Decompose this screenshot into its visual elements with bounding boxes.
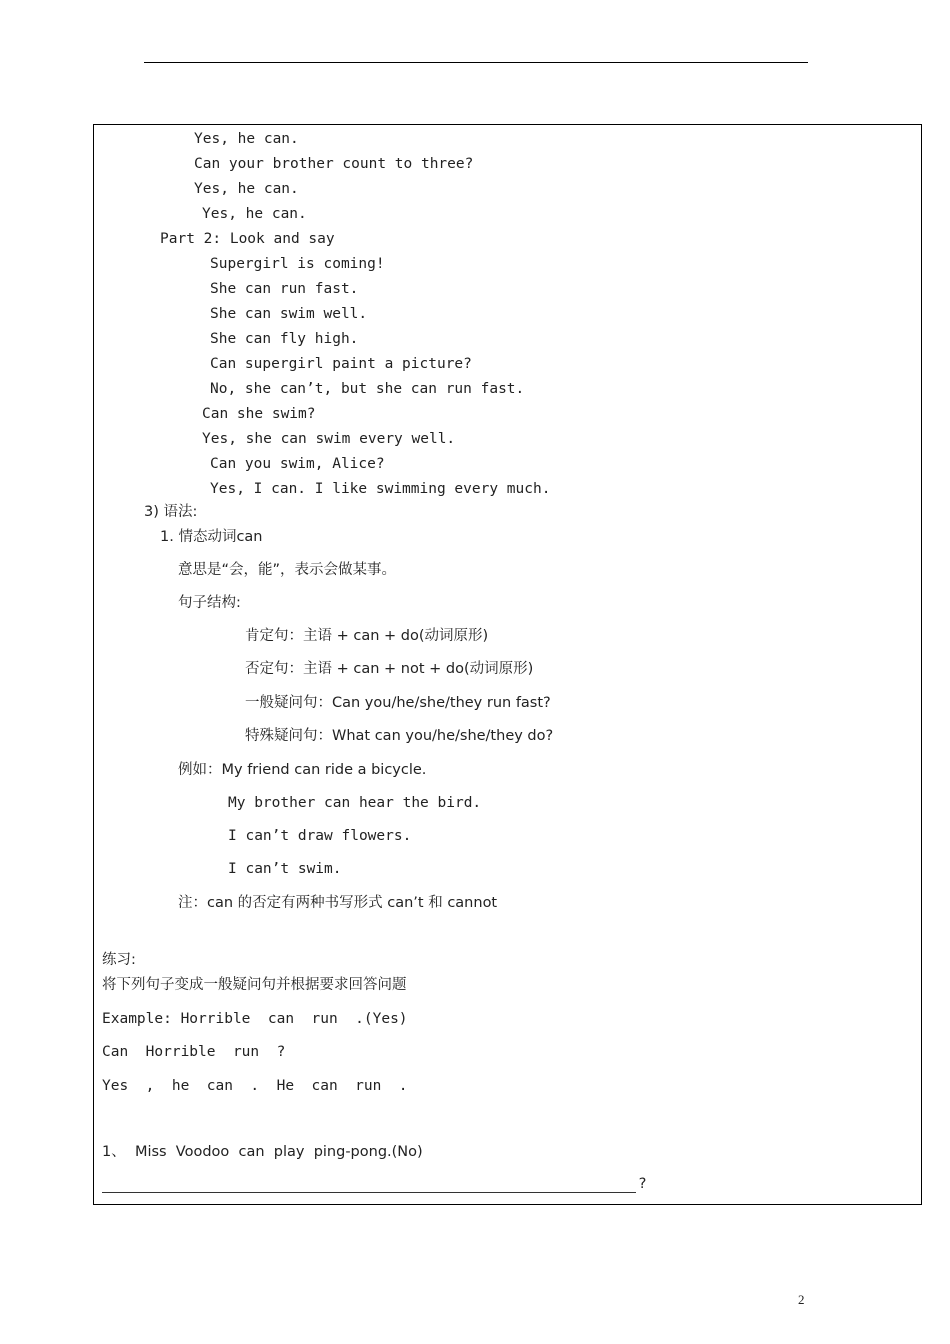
affirmative-structure: 肯定句：主语 + can + do(动词原形) bbox=[245, 628, 489, 644]
special-question-structure: 特殊疑问句：What can you/he/she/they do? bbox=[245, 728, 554, 744]
example-line: I can’t draw flowers. bbox=[228, 828, 412, 844]
example-line: My brother can hear the bird. bbox=[228, 795, 482, 811]
part2-line: Supergirl is coming! bbox=[210, 256, 385, 272]
part2-line: She can run fast. bbox=[210, 281, 359, 297]
grammar-heading: 3) 语法: bbox=[144, 504, 198, 520]
exercise-instruction: 将下列句子变成一般疑问句并根据要求回答问题 bbox=[102, 977, 407, 993]
dialogue-line-1: Yes, he can. bbox=[194, 131, 299, 147]
dialogue-line-2: Can your brother count to three? bbox=[194, 156, 474, 172]
part2-line: Yes, she can swim every well. bbox=[202, 431, 456, 447]
part2-line: She can fly high. bbox=[210, 331, 359, 347]
part2-line: Can supergirl paint a picture? bbox=[210, 356, 472, 372]
part2-line: No, she can’t, but she can run fast. bbox=[210, 381, 525, 397]
part2-line: Yes, I can. I like swimming every much. bbox=[210, 481, 551, 497]
part2-line: Can she swim? bbox=[202, 406, 316, 422]
dialogue-line-4: Yes, he can. bbox=[202, 206, 307, 222]
grammar-note: 注：can 的否定有两种书写形式 can’t 和 cannot bbox=[178, 895, 498, 911]
negative-structure: 否定句：主语 + can + not + do(动词原形) bbox=[245, 661, 534, 677]
exercise-question-1: 1、 Miss Voodoo can play ping-pong.(No) bbox=[102, 1144, 423, 1160]
part2-line: Can you swim, Alice? bbox=[210, 456, 385, 472]
dialogue-line-3: Yes, he can. bbox=[194, 181, 299, 197]
example-line: I can’t swim. bbox=[228, 861, 342, 877]
grammar-meaning: 意思是“会，能”，表示会做某事。 bbox=[178, 562, 397, 578]
exercise-example-question: Can Horrible run ? bbox=[102, 1044, 286, 1060]
page-number: 2 bbox=[798, 1292, 805, 1307]
answer-question-mark: ? bbox=[638, 1176, 647, 1192]
exercise-example: Example: Horrible can run .(Yes) bbox=[102, 1011, 408, 1027]
example-first: 例如：My friend can ride a bicycle. bbox=[178, 762, 427, 778]
exercise-example-answer: Yes , he can . He can run . bbox=[102, 1078, 408, 1094]
grammar-item-1: 1. 情态动词can bbox=[160, 529, 263, 545]
header-rule bbox=[144, 62, 808, 63]
exercise-heading: 练习: bbox=[102, 952, 136, 968]
answer-blank-line bbox=[102, 1192, 636, 1193]
part2-line: She can swim well. bbox=[210, 306, 368, 322]
part2-heading: Part 2: Look and say bbox=[160, 231, 335, 247]
general-question-structure: 一般疑问句：Can you/he/she/they run fast? bbox=[245, 695, 551, 711]
structure-label: 句子结构: bbox=[178, 595, 241, 611]
